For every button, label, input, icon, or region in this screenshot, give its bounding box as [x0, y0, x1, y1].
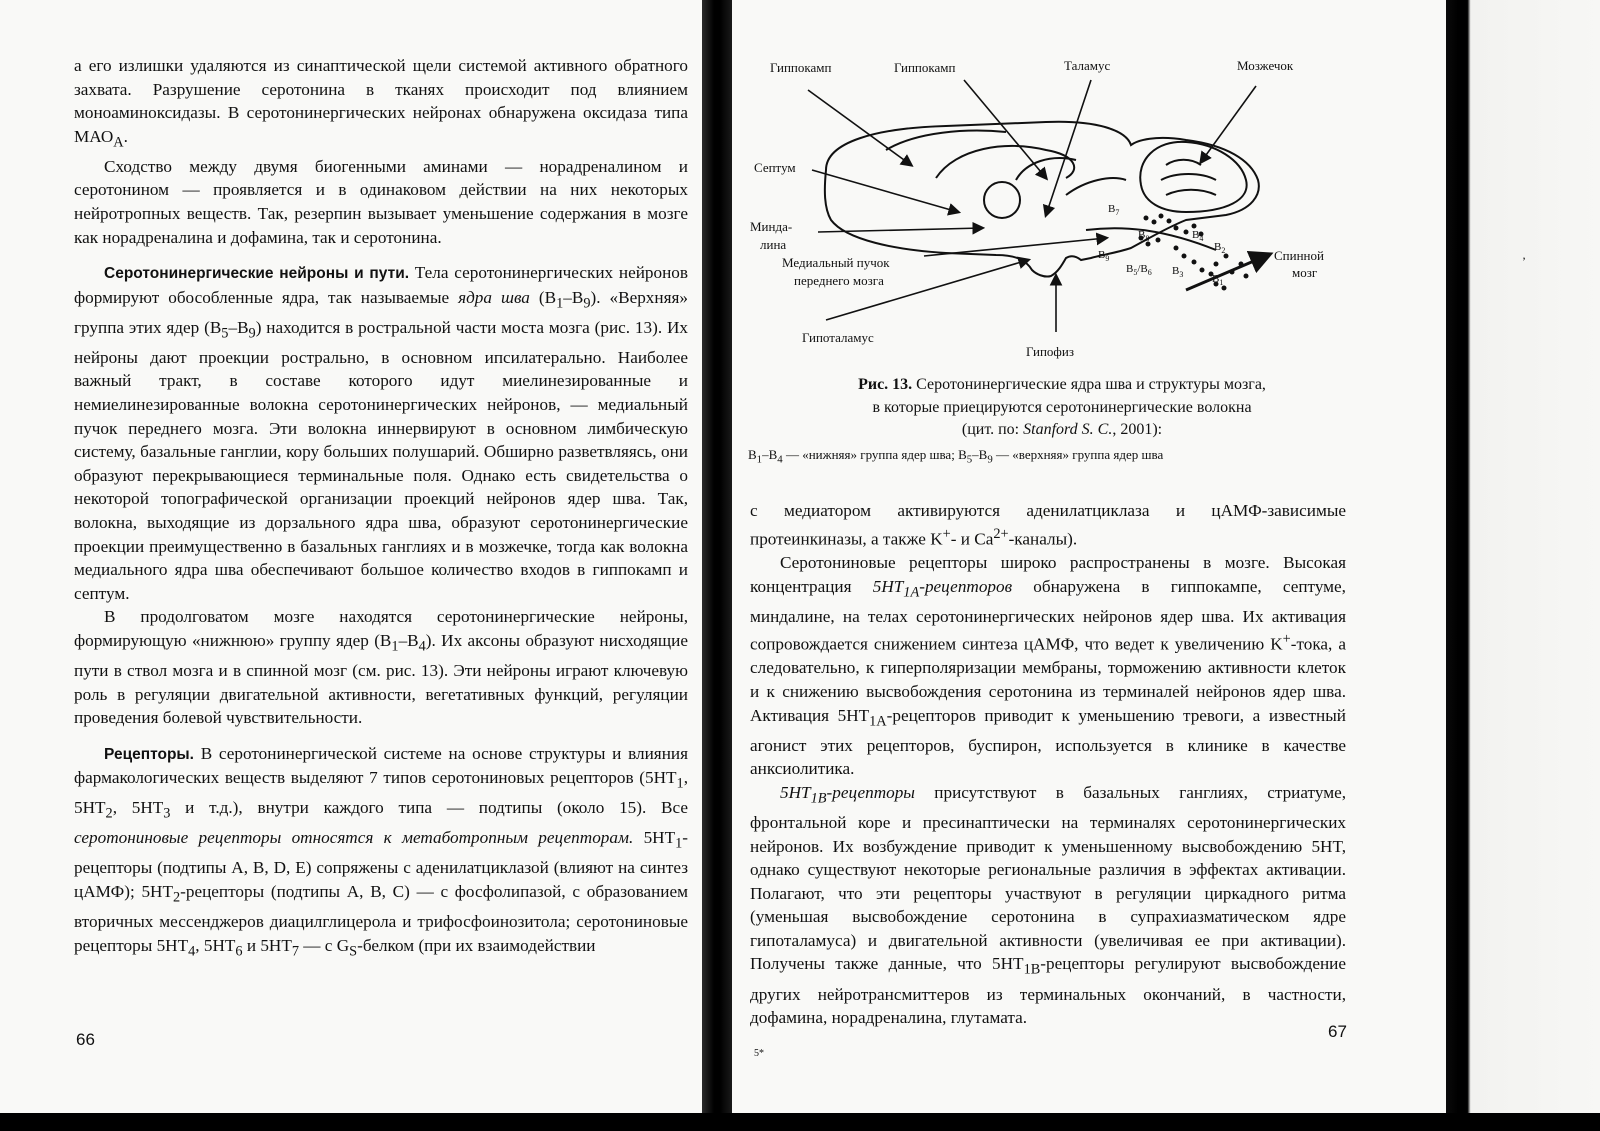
paragraph: Сходство между двумя биогенными аминами — норадреналином и серотонином — проявляется и в одинаковом действии на них некоторых нейротропных веществ. Так, резерпин вызывает уменьшение содержания в мозге как норадреналина и дофамина, так и серотонина.	[74, 156, 688, 247]
left-page	[0, 0, 702, 1113]
arrow-spinal-cord	[1186, 255, 1268, 290]
book-edge	[1446, 0, 1600, 1131]
paragraph: а его излишки удаляются из синаптической щели системой активного обратного захвата. Разрушение серотонина в тканях происходит под влиянием моноаминоксидазы. В серотонинергических нейронах обнаружена оксидаза типа $МАО_A$.	[74, 56, 688, 151]
label-amygdala-2: лина	[760, 237, 787, 252]
nucleus-b3: $B_3$	[1172, 265, 1184, 279]
corpus-callosum	[936, 146, 1074, 178]
cerebellum-fold	[1161, 174, 1216, 180]
section-heading: Рецепторы.	[104, 745, 194, 763]
arrow-hippocampus-1	[808, 90, 911, 165]
page-number: 67	[1328, 1022, 1347, 1041]
nucleus-b7: $B_7$	[1108, 203, 1120, 217]
label-septum: Септум	[754, 160, 796, 175]
section-receptors: Рецепторы. В серотонинергической системе на основе структуры и влияния фармакологических веществ выделяют 7 типов серотониновых рецепторов ($5HT_1$, $5HT_2$, $5HT_3$ и т.д.), внутри каждого типа — подтипы (около 15). Все серотониновые рецепторы относятся к метаботропным рецепторам. $5HT_1$-рецепторы (подтипы A, B, D, E) сопряжены с аденилатциклазой (влияют на синтез цАМФ); $5HT_2$-рецепторы (подтипы A, B, C) — с фосфолипазой, с образованием вторичных мессенджеров диацилглицерола и трифосфоинозитола; серотониновые рецепторы $5HT_4$, $5HT_6$ и $5HT_7$ — с $G_S$-белком (при их взаимодействии	[74, 743, 688, 960]
label-mfb-1: Медиальный пучок	[782, 255, 890, 270]
label-hippocampus-2: Гиппокамп	[894, 60, 956, 75]
paragraph: $5HT_{1B}$-рецепторы присутствуют в базальных ганглиях, стриатуме, фронтальной коре и пресинаптически на терминалях серотонинергических нейронов. Их возбуждение приводит к уменьшенному высвобождению 5HT, однако существуют некоторые региональные различия в эффектах активации. Полагают, что эти рецепторы участвуют в регуляции циркадного ритма (уменьшая высвобождение серотонина в супрахиазматическом ядре гипоталамуса) и двигательной активности (увеличивая ее при активации). Получены также данные, что $5HT_{1B}$-рецепторы регулируют высвобождение других нейротрансмиттеров из терминальных окончаний, в частности, дофамина, норадреналина, глутамата.	[750, 782, 1346, 1028]
label-thalamus: Таламус	[1064, 58, 1111, 73]
label-spinal-1: Спинной	[1274, 248, 1324, 263]
arrow-hippocampus-2	[964, 80, 1046, 178]
signature-mark: 5*	[754, 1048, 764, 1059]
raphe-nuclei-dots	[1139, 214, 1249, 291]
nucleus-b1: $B_1$	[1212, 273, 1224, 287]
right-page	[732, 0, 1446, 1113]
nucleus-b9: $B_9$	[1098, 249, 1110, 263]
left-page-text	[74, 54, 688, 964]
nucleus-b5-b6: $B_5/B_6$	[1126, 263, 1152, 277]
paragraph: Серотониновые рецепторы широко распространены в мозге. Высокая концентрация $5HT_{1A}$-рецепторов обнаружена в гиппокампе, септуме, миндалине, на телах серотонинергических нейронов ядер шва. Их активация сопровождается снижением синтеза цАМФ, что ведет к увеличению K+-тока, а следовательно, к гиперполяризации мембраны, торможению активности клеток и к снижению высвобождения серотонина из терминалей нейронов ядер шва. Активация $5HT_{1A}$-рецепторов приводит к уменьшению тревоги, а известный агонист этих рецепторов, буспирон, используется в клинике в качестве анксиолитика.	[750, 552, 1346, 779]
figure-caption: Рис. 13. Серотонинергические ядра шва и структуры мозга, в которые приецируются серотонинергические волокна (цит. по: Stanford S. C., 2001):	[858, 376, 1266, 438]
nucleus-b8: $B_8$	[1138, 229, 1150, 243]
figure-label: Рис. 13.	[858, 376, 913, 393]
brain-diagram	[746, 50, 1366, 370]
margin-mark: ’	[1522, 254, 1526, 268]
right-page-text	[750, 499, 1346, 1030]
label-mfb-2: переднего мозга	[794, 273, 884, 288]
label-hippocampus-1: Гиппокамп	[770, 60, 832, 75]
section-heading: Серотонинергические нейроны и пути.	[104, 265, 410, 283]
page-number: 66	[76, 1030, 95, 1049]
label-spinal-2: мозг	[1292, 265, 1318, 280]
label-hypothalamus: Гипоталамус	[802, 330, 874, 345]
midbrain-contour	[1066, 178, 1126, 195]
scan-border	[0, 1113, 1600, 1131]
cerebellum-fold	[1166, 190, 1216, 195]
label-cerebellum: Мозжечок	[1237, 58, 1294, 73]
nucleus-b4: $B_4$	[1192, 229, 1204, 243]
book-spine	[702, 0, 732, 1113]
label-pituitary: Гипофиз	[1026, 344, 1074, 359]
paragraph: с медиатором активируются аденилатциклаза и цАМФ-зависимые протеинкиназы, а также K+- и $Ca^{2+}-каналы$).	[750, 501, 1346, 549]
cerebellum-fold	[1166, 160, 1201, 165]
figure-note: $B_1-B_4$ — «нижняя» группа ядер шва; $B_5-B_9$ — «верхняя» группа ядер шва	[748, 447, 1164, 466]
arrow-thalamus	[1046, 80, 1091, 215]
amygdala-region	[984, 182, 1020, 218]
brain-outline	[825, 122, 1259, 277]
nucleus-b2: $B_2$	[1214, 241, 1226, 255]
label-amygdala-1: Минда-	[750, 219, 793, 234]
paragraph: В продолговатом мозге находятся серотонинергические нейроны, формирующую «нижнюю» группу ядер $(B_1-B_4)$. Их аксоны образуют нисходящие пути в ствол мозга и в спинной мозг (см. рис. 13). Эти нейроны играют ключевую роль в регуляции двигательной активности, вегетативных функций, регуляции проведения болевой чувствительности.	[74, 607, 688, 728]
arrow-mfb	[924, 238, 1106, 256]
section-serotonin-neurons: Серотонинергические нейроны и пути. Тела серотонинергических нейронов формируют обособленные ядра, так называемые ядра шва $(B_1-B_9)$. «Верхняя» группа этих ядер $(B_5-B_9)$ находится в ростральной части моста мозга (рис. 13). Их нейроны дают проекции рострально, в основном ипсилатерально. Наиболее важный тракт, в составе которого идут миелинезированные и немиелинезированные волокна серотонинергических нейронов, — медиальный пучок переднего мозга. Эти волокна иннервируют в основном лимбическую систему, базальные ганглии, кору больших полушарий. Обширно разветвляясь, они образуют перекрывающиеся терминальные поля. Однако есть свидетельства о некоторой топографической организации проекций нейронов ядер шва. Так, волокна, выходящие из дорзального ядра шва, образуют серотонинергические проекции преимущественно в базальных ганглиях и в мозжечке, тогда как волокна медиального ядра шва обеспечивают большое количество входов в гиппокамп и септум.	[74, 263, 689, 603]
